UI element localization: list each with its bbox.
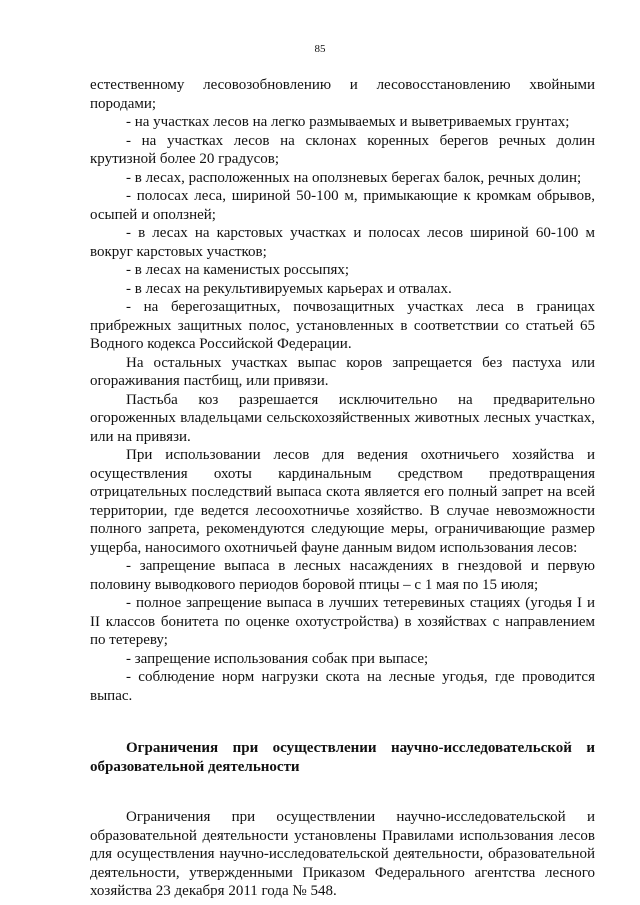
list-item: - на берегозащитных, почвозащитных участках леса в границах прибрежных защитных полос, установленных в соответствии со статьей 65 Водного кодекса Российской Федерации. xyxy=(90,299,595,352)
list-item: - в лесах на карстовых участках и полосах лесов шириной 60-100 м вокруг карстовых участков; xyxy=(90,225,595,260)
section-heading: Ограничения при осуществлении научно-исследовательской и образовательной деятельности xyxy=(90,740,595,775)
list-item: - в лесах на рекультивируемых карьерах и отвалах. xyxy=(126,280,452,297)
list-item: - полосах леса, шириной 50-100 м, примыкающие к кромкам обрывов, осыпей и оползней; xyxy=(90,188,595,223)
list-item: - в лесах на каменистых россыпях; xyxy=(126,262,350,278)
section-paragraph: Ограничения при осуществлении научно-исследовательской и образовательной деятельности установлены Правилами использования лесов для осуществления научно-исследовательской деятельности, образовательной деятельности, утвержденными Приказом Федерального агентства лесного хозяйства 23 декабря 2011 года № 548. xyxy=(90,809,595,899)
paragraph-continuation: естественному лесовозобновлению и лесовосстановлению хвойными породами; xyxy=(90,77,595,112)
list-item: - запрещение выпаса в лесных насаждениях в гнездовой и первую половину выводкового периодов боровой птицы – с 1 мая по 15 июля; xyxy=(90,558,595,593)
document-body xyxy=(90,76,595,901)
list-item: - запрещение использования собак при выпасе; xyxy=(126,650,429,667)
paragraph: На остальных участках выпас коров запрещается без пастуха или огораживания пастбищ, или привязи. xyxy=(90,354,595,389)
paragraph: При использовании лесов для ведения охотничьего хозяйства и осуществления охоты кардинальным средством предотвращения отрицательных последствий выпаса скота является его полный запрет на всей территории, где ведется лесоохотничье хозяйство. В случае невозможности полного запрета, рекомендуются следующие меры, ограничивающие размер ущерба, наносимого охотничьей фауне данным видом использования лесов: xyxy=(90,447,595,556)
list-item: - в лесах, расположенных на оползневых берегах балок, речных долин; xyxy=(126,169,582,186)
paragraph: Пастьба коз разрешается исключительно на предварительно огороженных владельцами сельскохозяйственных животных лесных участках, или на привязи. xyxy=(90,391,595,445)
list-item: - на участках лесов на склонах коренных берегов речных долин крутизной более 20 градусов; xyxy=(90,132,595,167)
list-item: - соблюдение норм нагрузки скота на лесные угодья, где проводится выпас. xyxy=(90,669,595,704)
list-item: - на участках лесов на легко размываемых и выветриваемых грунтах; xyxy=(126,114,570,130)
page-number: 85 xyxy=(314,43,326,55)
list-item: - полное запрещение выпаса в лучших тетеревиных стациях (угодья I и II классов бонитета по оценке охотустройства) в хозяйствах с направлением по тетереву; xyxy=(90,595,595,648)
